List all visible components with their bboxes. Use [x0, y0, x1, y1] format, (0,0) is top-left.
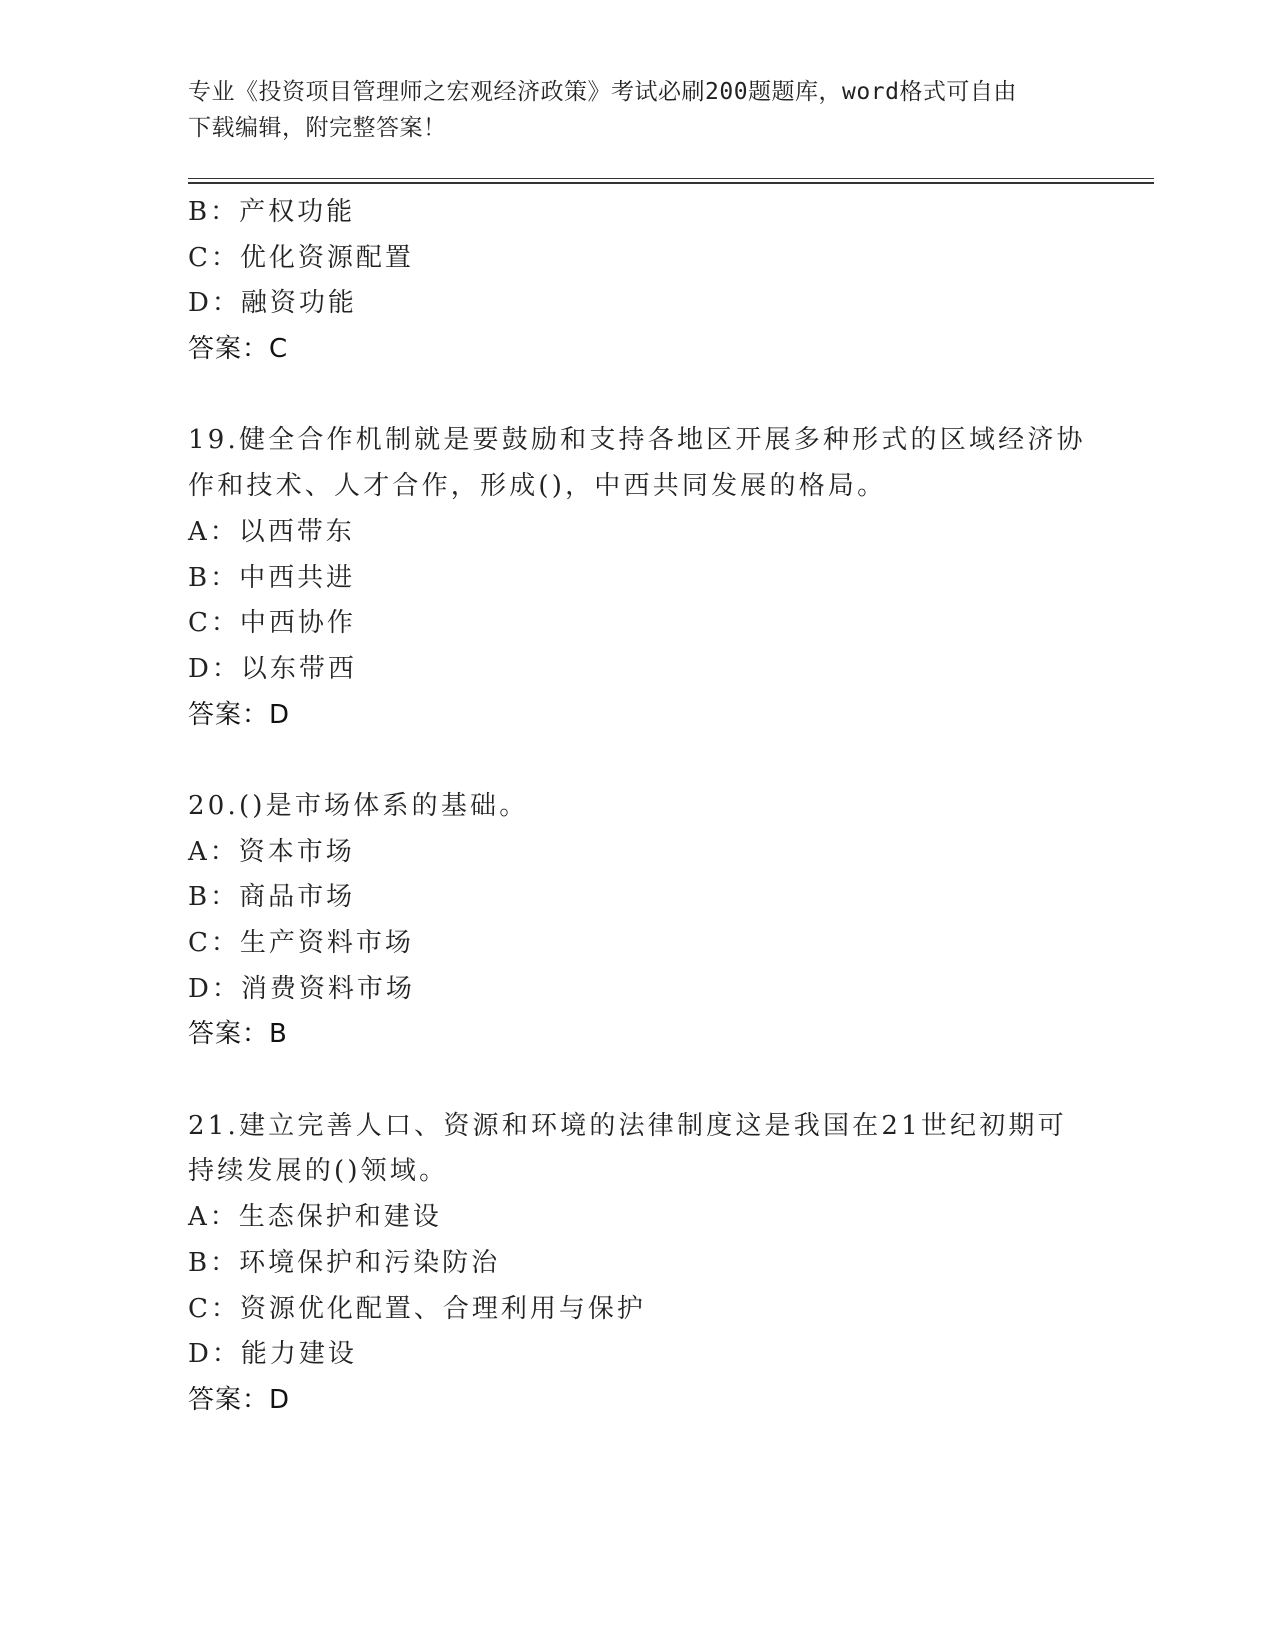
question-20	[188, 784, 1088, 1058]
header-divider-thin	[188, 178, 1154, 179]
question-content	[188, 190, 1088, 1424]
option-d: D：消费资料市场	[188, 973, 415, 1004]
header-divider-thick	[188, 182, 1154, 184]
option-c: C：生产资料市场	[188, 928, 414, 958]
answer-line: 答案：D	[188, 1384, 291, 1415]
answer-line: 答案：C	[188, 334, 289, 365]
partial-question-18	[188, 190, 1088, 373]
option-d: D：能力建设	[188, 1339, 357, 1370]
option-a: A：生态保护和建设	[188, 1202, 442, 1233]
option-a: A：资本市场	[188, 836, 355, 867]
option-b: B：中西共进	[188, 562, 356, 593]
question-stem-line: 20.()是市场体系的基础。	[188, 790, 529, 821]
option-c: C：中西协作	[188, 608, 356, 639]
option-d: D：融资功能	[188, 288, 357, 319]
document-header	[188, 74, 1088, 146]
option-c: C：资源优化配置、合理利用与保护	[188, 1293, 646, 1324]
header-line-1: 专业《投资项目管理师之宏观经济政策》考试必刷200题题库，word格式可自由	[188, 79, 1017, 105]
question-stem-line: 19.健全合作机制就是要鼓励和支持各地区开展多种形式的区域经济协	[188, 425, 1086, 456]
question-stem-line: 21.建立完善人口、资源和环境的法律制度这是我国在21世纪初期可	[188, 1110, 1067, 1141]
answer-line: 答案：B	[188, 1019, 288, 1050]
option-b: B：产权功能	[188, 197, 356, 227]
option-d: D：以东带西	[188, 653, 357, 684]
answer-line: 答案：D	[188, 699, 291, 730]
question-19	[188, 418, 1088, 738]
option-b: B：环境保护和污染防治	[188, 1247, 501, 1278]
option-c: C：优化资源配置	[188, 242, 414, 273]
question-stem-line: 作和技术、人才合作，形成()，中西共同发展的格局。	[188, 471, 887, 502]
option-b: B：商品市场	[188, 882, 356, 913]
option-a: A：以西带东	[188, 516, 355, 547]
header-line-2: 下载编辑，附完整答案！	[188, 115, 447, 141]
question-stem-line: 持续发展的()领域。	[188, 1156, 449, 1187]
question-21	[188, 1104, 1088, 1424]
